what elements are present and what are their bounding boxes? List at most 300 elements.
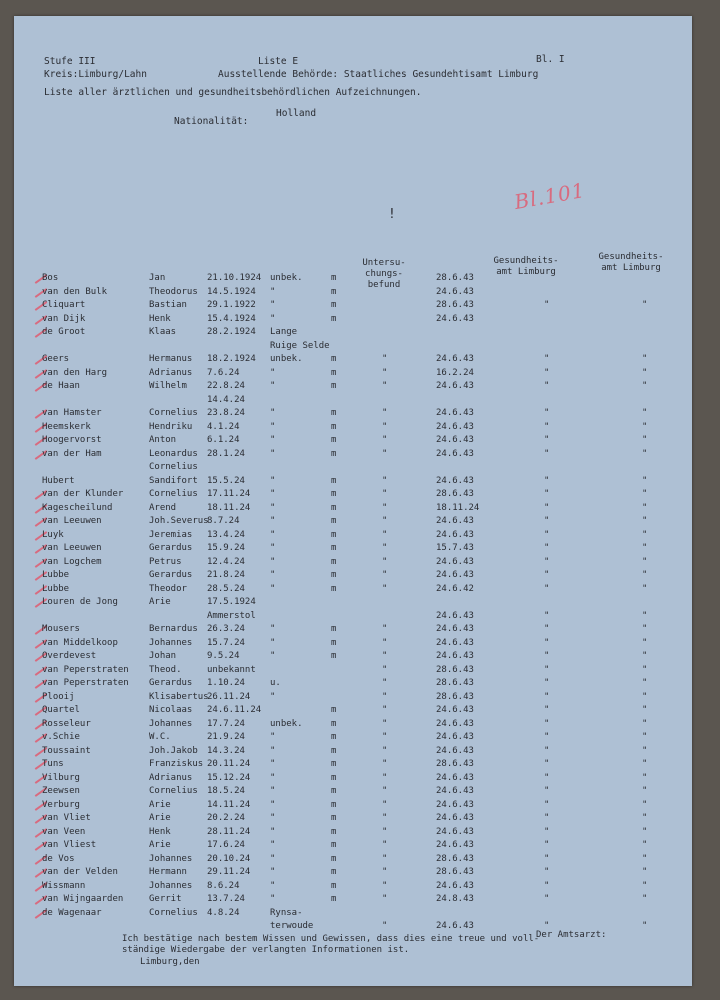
- cell-ga1: ": [544, 880, 550, 891]
- cell-sur: Quartel: [42, 705, 80, 715]
- table-row: [34, 773, 694, 786]
- cell-ga1: ": [544, 421, 550, 432]
- cell-pl: ": [270, 853, 276, 864]
- cell-sx: m: [331, 786, 337, 796]
- certification-line-1: Ich bestätige nach bestem Wissen und Gewissen, dass dies eine treue und voll-: [122, 934, 540, 944]
- cell-dt: 24.6.43: [436, 570, 474, 580]
- cell-dt: 24.6.42: [436, 583, 474, 594]
- cell-sur: van Peperstraten: [42, 678, 129, 688]
- cell-sur: Wissmann: [42, 880, 86, 891]
- cell-sur: van Leeuwen: [42, 543, 102, 553]
- table-row: [34, 759, 694, 772]
- cell-un: ": [382, 759, 388, 769]
- cell-bd: 15.9.24: [207, 543, 245, 553]
- cell-ga1: ": [544, 921, 550, 931]
- cell-fn: Bernardus: [149, 624, 198, 634]
- cell-dt: 24.6.43: [436, 840, 474, 850]
- cell-fn: Adrianus: [149, 772, 193, 783]
- cell-bd: 28.5.24: [207, 583, 245, 594]
- cell-sx: m: [331, 583, 337, 594]
- cell-bd: 29.1.1922: [207, 300, 256, 310]
- nationalitaet-label: Nationalität:: [174, 116, 249, 127]
- cell-dt: 24.6.43: [436, 745, 474, 756]
- cell-un: ": [382, 718, 388, 729]
- cell-un: ": [382, 772, 388, 783]
- table-row: [34, 597, 694, 610]
- cell-ga1: ": [544, 502, 550, 513]
- cell-un: ": [382, 705, 388, 715]
- cell-sx: m: [331, 732, 337, 742]
- cell-un: ": [382, 421, 388, 432]
- cell-sx: m: [331, 421, 337, 432]
- nationalitaet-value: Holland: [276, 108, 317, 119]
- cell-fn: Franziskus: [149, 759, 204, 769]
- cell-pl: ": [270, 300, 276, 310]
- cell-un: ": [382, 435, 388, 445]
- cell-ga1: ": [544, 840, 550, 850]
- cell-sur: Rosseleur: [42, 718, 91, 729]
- cell-dt: 18.11.24: [436, 502, 480, 513]
- cell-ga1: ": [544, 664, 550, 675]
- cell-dt: 24.6.43: [436, 610, 474, 621]
- cell-un: ": [382, 367, 388, 378]
- cell-sx: m: [331, 570, 337, 580]
- cell-pl: ": [270, 732, 276, 742]
- cell-bd: 28.11.24: [207, 826, 251, 837]
- cell-ga2: ": [642, 367, 648, 378]
- cell-un: ": [382, 624, 388, 634]
- cell-dt: 24.6.43: [436, 408, 474, 418]
- cell-fn: W.C.: [149, 732, 171, 742]
- cell-ga1: ": [544, 583, 550, 594]
- cell-dt: 28.6.43: [436, 759, 474, 769]
- cell-sx: m: [331, 381, 337, 391]
- cell-ga2: ": [642, 516, 648, 526]
- cell-ga2: ": [642, 867, 648, 877]
- cell-sx: m: [331, 867, 337, 877]
- cell-fn: Anton: [149, 435, 177, 445]
- cell-ga1: ": [544, 718, 550, 729]
- cell-pl: ": [270, 759, 276, 769]
- cell-pl: ": [270, 448, 276, 459]
- cell-fn: Cornelius: [149, 786, 198, 796]
- cell-pl: ": [270, 624, 276, 634]
- cell-un: ": [382, 651, 388, 661]
- cell-bd: 6.1.24: [207, 435, 240, 445]
- cell-fn: Gerardus: [149, 543, 193, 553]
- cell-sx: m: [331, 651, 337, 661]
- cell-fn: Joh.Jakob: [149, 745, 198, 756]
- cell-ga2: ": [642, 583, 648, 594]
- cell-bd: 14.5.1924: [207, 286, 256, 297]
- cell-dt: 28.6.43: [436, 489, 474, 499]
- table-row: [34, 651, 694, 664]
- cell-dt: 28.6.43: [436, 273, 474, 283]
- cell-ga1: ": [544, 705, 550, 715]
- cell-bd: 22.8.24: [207, 381, 245, 391]
- amtsarzt-label: Der Amtsarzt:: [536, 930, 607, 940]
- table-row: [34, 881, 694, 894]
- cell-dt: 24.6.43: [436, 786, 474, 796]
- cell-sur: van Hamster: [42, 408, 102, 418]
- cell-dt: 24.6.43: [436, 826, 474, 837]
- cell-ga1: ": [544, 529, 550, 540]
- cell-fn: Arie: [149, 799, 171, 810]
- cell-dt: 24.6.43: [436, 421, 474, 432]
- cell-ga2: ": [642, 705, 648, 715]
- table-row: [34, 719, 694, 732]
- cell-ga1: ": [544, 867, 550, 877]
- cell-sx: m: [331, 840, 337, 850]
- cell-ga1: ": [544, 772, 550, 783]
- cell-ga1: ": [544, 556, 550, 567]
- cell-ga2: ": [642, 826, 648, 837]
- cell-sx: m: [331, 475, 337, 486]
- cell-pl: ": [270, 880, 276, 891]
- cell-sur: van Vliet: [42, 813, 91, 823]
- cell-ga2: ": [642, 610, 648, 621]
- cell-sx: m: [331, 516, 337, 526]
- cell-fn: Sandifort: [149, 475, 198, 486]
- cell-pl: ": [270, 286, 276, 297]
- cell-fn: Johan: [149, 651, 177, 661]
- cell-pl: unbek.: [270, 273, 303, 283]
- cell-sur: van Leeuwen: [42, 516, 102, 526]
- cell-sur: Zeewsen: [42, 786, 80, 796]
- cell-sx: m: [331, 813, 337, 823]
- cell-sur: Luyk: [42, 529, 64, 540]
- cell-ga2: ": [642, 840, 648, 850]
- table-row: [34, 705, 694, 718]
- table-row: [34, 341, 694, 354]
- cell-ga2: ": [642, 408, 648, 418]
- cell-ga2: ": [642, 813, 648, 823]
- table-row: [34, 584, 694, 597]
- cell-bd: 21.10.1924: [207, 273, 262, 283]
- column-header-gesundheitsamt-2: Gesundheits- amt Limburg: [598, 252, 664, 273]
- cell-sx: m: [331, 367, 337, 378]
- table-row: [34, 476, 694, 489]
- cell-sur: Lubbe: [42, 583, 70, 594]
- cell-dt: 28.6.43: [436, 853, 474, 864]
- cell-sx: m: [331, 556, 337, 567]
- cell-sur: van Veen: [42, 826, 86, 837]
- cell-ga2: ": [642, 637, 648, 648]
- cell-fn: Hermann: [149, 867, 187, 877]
- cell-dt: 16.2.24: [436, 367, 474, 378]
- cell-fn: Theodor: [149, 583, 187, 594]
- cell-ga1: ": [544, 610, 550, 621]
- table-row: [34, 530, 694, 543]
- table-row: [34, 354, 694, 367]
- cell-pl: ": [270, 435, 276, 445]
- cell-un: ": [382, 745, 388, 756]
- cell-un: ": [382, 448, 388, 459]
- cell-sx: m: [331, 705, 337, 715]
- cell-sur: Toussaint: [42, 745, 91, 756]
- cell-fn: Cornelius: [149, 907, 198, 918]
- cell-bd: 14.11.24: [207, 799, 251, 810]
- cell-un: ": [382, 637, 388, 648]
- cell-un: ": [382, 502, 388, 513]
- blatt-label: Bl. I: [536, 54, 565, 65]
- cell-bd: 4.1.24: [207, 421, 240, 432]
- cell-ga1: ": [544, 853, 550, 864]
- liste-aller-label: Liste aller ärztlichen und gesundheitsbehördlichen Aufzeichnungen.: [44, 87, 422, 98]
- cell-sur: Overdevest: [42, 651, 97, 661]
- cell-fn: Nicolaas: [149, 705, 193, 715]
- cell-pl: Ruige Selde: [270, 340, 330, 351]
- cell-pl: ": [270, 408, 276, 418]
- cell-ga2: ": [642, 529, 648, 540]
- cell-bd: 20.11.24: [207, 759, 251, 769]
- cell-bd: 15.4.1924: [207, 313, 256, 324]
- cell-dt: 28.6.43: [436, 300, 474, 310]
- cell-bd: 1.10.24: [207, 678, 245, 688]
- stufe-label: Stufe III: [44, 56, 96, 67]
- cell-fn: Theodorus: [149, 286, 198, 297]
- cell-dt: 24.6.43: [436, 732, 474, 742]
- cell-sx: m: [331, 853, 337, 864]
- cell-ga1: ": [544, 354, 550, 364]
- table-row: [34, 840, 694, 853]
- cell-sx: m: [331, 543, 337, 553]
- cell-sx: m: [331, 718, 337, 729]
- cell-ga1: ": [544, 732, 550, 742]
- cell-bd: unbekannt: [207, 664, 256, 675]
- cell-sur: Plooij: [42, 691, 75, 702]
- cell-ga1: ": [544, 786, 550, 796]
- table-row: [34, 678, 694, 691]
- cell-sx: m: [331, 273, 337, 283]
- cell-fn: Bastian: [149, 300, 187, 310]
- cell-sx: m: [331, 759, 337, 769]
- cell-pl: Lange: [270, 327, 298, 337]
- cell-sx: m: [331, 489, 337, 499]
- cell-bd: 24.6.11.24: [207, 705, 262, 715]
- cell-sx: m: [331, 880, 337, 891]
- cell-un: ": [382, 543, 388, 553]
- cell-pl: terwoude: [270, 921, 314, 931]
- cell-pl: ": [270, 570, 276, 580]
- table-row: [34, 489, 694, 502]
- cell-pl: ": [270, 583, 276, 594]
- cell-un: ": [382, 786, 388, 796]
- cell-ga1: ": [544, 516, 550, 526]
- mark: !: [388, 207, 396, 222]
- cell-bd: 28.2.1924: [207, 327, 256, 337]
- cell-ga2: ": [642, 718, 648, 729]
- cell-pl: ": [270, 813, 276, 823]
- cell-sur: Mousers: [42, 624, 80, 634]
- cell-un: ": [382, 489, 388, 499]
- cell-fn: Cornelius: [149, 489, 198, 499]
- cell-sur: Tuns: [42, 759, 64, 769]
- cell-sur: van Middelkoop: [42, 637, 118, 648]
- cell-bd: 4.8.24: [207, 907, 240, 918]
- cell-sur: de Vos: [42, 853, 75, 864]
- cell-ga1: ": [544, 624, 550, 634]
- cell-ga1: ": [544, 678, 550, 688]
- cell-ga2: ": [642, 759, 648, 769]
- pencil-annotation: Bl.101: [512, 177, 588, 215]
- cell-sur: van Vliest: [42, 840, 97, 850]
- cell-un: ": [382, 678, 388, 688]
- cell-ga1: ": [544, 826, 550, 837]
- cell-sur: de Groot: [42, 327, 86, 337]
- cell-ga2: ": [642, 664, 648, 675]
- cell-un: ": [382, 408, 388, 418]
- table-row: [34, 435, 694, 448]
- cell-dt: 24.6.43: [436, 381, 474, 391]
- cell-un: ": [382, 921, 388, 931]
- cell-ga1: ": [544, 475, 550, 486]
- cell-dt: 24.6.43: [436, 286, 474, 297]
- table-row: [34, 827, 694, 840]
- cell-ga1: ": [544, 489, 550, 499]
- cell-fn: Wilhelm: [149, 381, 187, 391]
- cell-fn: Klisabertus: [149, 691, 209, 702]
- cell-fn: Jeremias: [149, 529, 193, 540]
- cell-un: ": [382, 826, 388, 837]
- cell-fn: Johannes: [149, 880, 193, 891]
- ort-datum-label: Limburg,den: [140, 957, 200, 967]
- cell-bd: 13.4.24: [207, 529, 245, 540]
- cell-dt: 24.6.43: [436, 313, 474, 324]
- cell-pl: ": [270, 637, 276, 648]
- cell-ga1: ": [544, 799, 550, 810]
- cell-dt: 24.6.43: [436, 354, 474, 364]
- cell-bd: 7.6.24: [207, 367, 240, 378]
- table-row: [34, 570, 694, 583]
- cell-ga1: ": [544, 651, 550, 661]
- cell-bd: 8.6.24: [207, 880, 240, 891]
- cell-fn: Gerardus: [149, 678, 193, 688]
- cell-pl: ": [270, 502, 276, 513]
- cell-fn: Jan: [149, 273, 166, 283]
- cell-fn: Cornelius: [149, 408, 198, 418]
- table-row: [34, 624, 694, 637]
- cell-dt: 24.6.43: [436, 813, 474, 823]
- cell-dt: 24.6.43: [436, 718, 474, 729]
- cell-sur: Kagescheilund: [42, 502, 113, 513]
- cell-fn: Johannes: [149, 718, 193, 729]
- column-header-gesundheitsamt-1: Gesundheits- amt Limburg: [493, 256, 559, 277]
- cell-ga1: ": [544, 408, 550, 418]
- cell-fn: Hendriku: [149, 421, 193, 432]
- table-row: [34, 516, 694, 529]
- table-row: [34, 395, 694, 408]
- table-row: [34, 381, 694, 394]
- kreis-label: Kreis:Limburg/Lahn: [44, 69, 147, 80]
- cell-sx: m: [331, 354, 337, 364]
- table-row: [34, 327, 694, 340]
- cell-ga2: ": [642, 556, 648, 567]
- cell-ga2: ": [642, 354, 648, 364]
- cell-fn: Cornelius: [149, 462, 198, 472]
- cell-ga2: ": [642, 651, 648, 661]
- cell-ga2: ": [642, 880, 648, 891]
- cell-bd: 29.11.24: [207, 867, 251, 877]
- cell-pl: ": [270, 529, 276, 540]
- cell-ga2: ": [642, 489, 648, 499]
- table-row: [34, 287, 694, 300]
- cell-sx: m: [331, 529, 337, 540]
- cell-pl: ": [270, 516, 276, 526]
- cell-pl: ": [270, 894, 276, 904]
- cell-sur: van den Bulk: [42, 286, 108, 297]
- cell-pl: ": [270, 367, 276, 378]
- cell-un: ": [382, 583, 388, 594]
- table-row: [34, 638, 694, 651]
- cell-sur: van der Ham: [42, 448, 102, 459]
- table-row: [34, 894, 694, 907]
- cell-pl: ": [270, 651, 276, 661]
- cell-un: ": [382, 381, 388, 391]
- cell-dt: 24.6.43: [436, 435, 474, 445]
- cell-un: ": [382, 732, 388, 742]
- cell-ga2: ": [642, 745, 648, 756]
- table-row: [34, 368, 694, 381]
- cell-fn: Theod.: [149, 664, 182, 675]
- table-row: [34, 314, 694, 327]
- cell-sx: m: [331, 799, 337, 810]
- cell-ga1: ": [544, 381, 550, 391]
- cell-ga2: ": [642, 543, 648, 553]
- cell-un: ": [382, 529, 388, 540]
- cell-ga1: ": [544, 813, 550, 823]
- cell-pl: ": [270, 691, 276, 702]
- cell-pl: unbek.: [270, 718, 303, 729]
- cell-dt: 24.6.43: [436, 529, 474, 540]
- cell-ga2: ": [642, 853, 648, 864]
- liste-label: Liste E: [258, 56, 299, 67]
- cell-pl: ": [270, 313, 276, 324]
- cell-un: ": [382, 570, 388, 580]
- cell-bd: 21.9.24: [207, 732, 245, 742]
- cell-un: ": [382, 475, 388, 486]
- cell-sur: de Haan: [42, 381, 80, 391]
- cell-pl: unbek.: [270, 354, 303, 364]
- cell-pl: ": [270, 489, 276, 499]
- cell-un: ": [382, 691, 388, 702]
- cell-fn: Joh.Severus: [149, 516, 209, 526]
- cell-bd: 18.5.24: [207, 786, 245, 796]
- cell-fn: Gerardus: [149, 570, 193, 580]
- cell-dt: 24.6.43: [436, 651, 474, 661]
- table-row: [34, 800, 694, 813]
- cell-bd: 8.7.24: [207, 516, 240, 526]
- cell-ga2: ": [642, 475, 648, 486]
- cell-dt: 24.8.43: [436, 894, 474, 904]
- cell-ga1: ": [544, 448, 550, 459]
- cell-fn: Henk: [149, 826, 171, 837]
- table-row: [34, 746, 694, 759]
- cell-sur: Louren de Jong: [42, 597, 118, 607]
- cell-dt: 24.6.43: [436, 880, 474, 891]
- cell-sur: Geers: [42, 354, 70, 364]
- cell-un: ": [382, 664, 388, 675]
- cell-ga1: ": [544, 435, 550, 445]
- cell-ga1: ": [544, 759, 550, 769]
- cell-sx: m: [331, 408, 337, 418]
- cell-sur: van Logchem: [42, 556, 102, 567]
- cell-dt: 28.6.43: [436, 664, 474, 675]
- cell-pl: ": [270, 745, 276, 756]
- table-row: [34, 867, 694, 880]
- cell-ga1: ": [544, 745, 550, 756]
- cell-bd: 17.7.24: [207, 718, 245, 729]
